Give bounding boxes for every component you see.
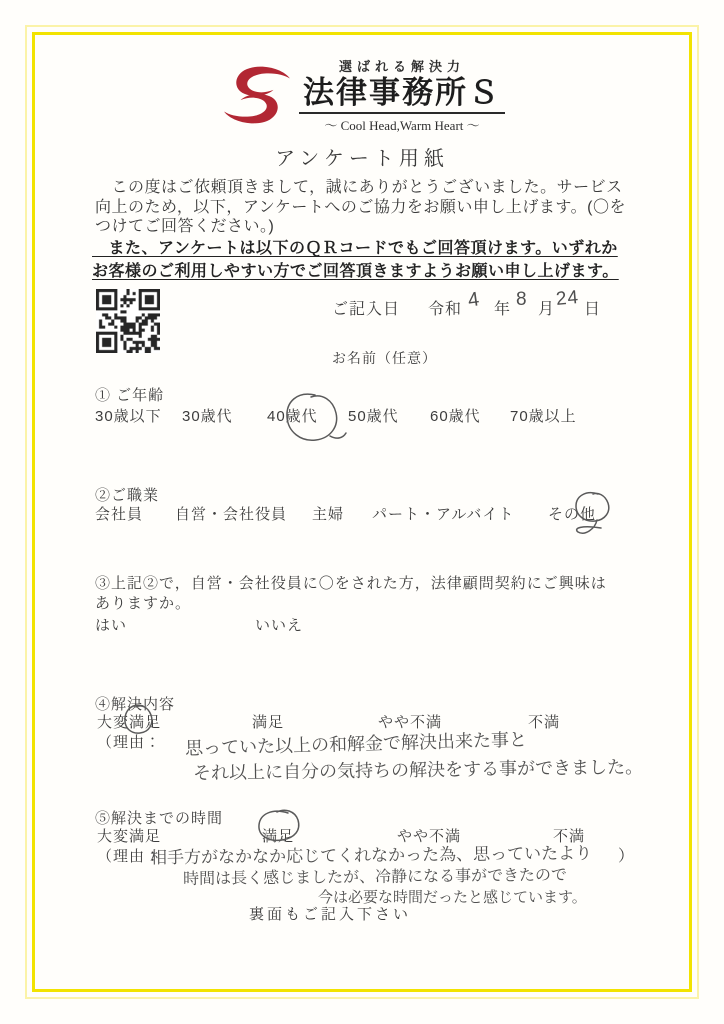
q4-heading: ④解決内容	[95, 696, 176, 713]
day-unit: 日	[584, 301, 602, 318]
q5-option-satisfied: 満足	[262, 828, 295, 845]
q3-option-no: いいえ	[255, 617, 304, 634]
intro-line: つけてご回答ください。)	[95, 218, 275, 235]
firm-slogan: ～ Cool Head,Warm Heart ～	[324, 117, 480, 133]
month-unit: 月	[538, 301, 556, 318]
month-handwritten: 8	[516, 289, 527, 310]
q1-option-60s: 60歳代	[430, 408, 481, 425]
q3-heading-line: ③上記②で，自営・会社役員に〇をされた方，法律顧問契約にご興味は	[95, 575, 607, 592]
q5-option-dissatisfied: 不満	[553, 828, 586, 845]
era-label: 令和	[428, 301, 463, 318]
q2-option-employee: 会社員	[95, 506, 144, 523]
footer-note: 裏面もご記入下さい	[248, 906, 411, 923]
q4-option-very-satisfied: 大変満足	[97, 714, 162, 731]
qr-code	[96, 289, 160, 353]
q1-option-over70: 70歳以上	[510, 408, 577, 425]
intro-line: 向上のため，以下，アンケートへのご協力をお願い申し上げます。(〇を	[95, 198, 626, 216]
intro-paragraph	[95, 178, 640, 237]
date-label: ご記入日	[332, 301, 401, 318]
q1-heading: ① ご年齢	[95, 387, 165, 404]
q2-option-other: その他	[548, 506, 597, 523]
q4-reason-label: （理由：	[97, 734, 162, 751]
firm-logo-icon	[219, 62, 295, 128]
logo-tagline: 選ばれる解決力	[338, 59, 465, 74]
q5-heading: ⑤解決までの時間	[95, 810, 224, 827]
q5-reason-handwritten-line: 今は必要な時間だったと感じています。	[318, 889, 587, 906]
q3-option-yes: はい	[95, 617, 128, 634]
q4-reason-handwritten-line: それ以上に自分の気持ちの解決をする事ができました。	[192, 756, 644, 784]
q2-heading: ②ご職業	[95, 487, 160, 504]
q5-option-very-satisfied: 大変満足	[97, 828, 162, 845]
q1-option-40s: 40歳代	[267, 408, 318, 425]
q4-option-somewhat-dissatisfied: やや不満	[378, 714, 443, 731]
q2-option-self-employed: 自営・会社役員	[175, 506, 288, 523]
firm-logo	[0, 56, 724, 134]
q5-option-somewhat-dissatisfied: やや不満	[397, 828, 462, 845]
q2-option-parttime: パート・アルバイト	[372, 506, 515, 523]
q4-reason-handwritten-line: 思っていた以上の和解金で解決出来た事と	[184, 729, 528, 759]
q4-option-satisfied: 満足	[252, 714, 285, 731]
qr-note-paragraph	[92, 237, 640, 283]
year-unit: 年	[494, 301, 512, 318]
q5-reason-handwritten-line: 時間は長く感じましたが、冷静になる事ができたので	[182, 866, 568, 889]
q1-option-30s: 30歳代	[182, 408, 233, 425]
q5-reason-handwritten-line: 相手方がなかなか応じてくれなかった為、思っていたより	[149, 843, 593, 868]
year-handwritten: 4	[466, 288, 481, 312]
q4-option-dissatisfied: 不満	[528, 714, 561, 731]
qr-note-line: また、アンケートは以下のＱＲコードでもご回答頂けます。いずれか	[92, 240, 618, 257]
firm-name: 法律事務所Ｓ	[299, 75, 505, 114]
form-title: アンケート用紙	[275, 148, 449, 170]
q2-option-housewife: 主婦	[312, 506, 345, 523]
q5-reason-close-paren: ）	[618, 848, 636, 865]
name-label: お名前（任意）	[332, 350, 437, 366]
qr-note-line: お客様のご利用しやすい方でご回答頂きますようお願い申し上げます。	[92, 263, 619, 280]
q3-heading-line: ありますか。	[95, 595, 192, 612]
q5-reason-label: （理由：	[97, 848, 162, 865]
q1-option-50s: 50歳代	[348, 408, 399, 425]
intro-line: この度はご依頼頂きまして，誠にありがとうございました。サービス	[95, 179, 623, 196]
q1-option-under30: 30歳以下	[95, 408, 162, 425]
day-handwritten: 24	[555, 287, 580, 310]
